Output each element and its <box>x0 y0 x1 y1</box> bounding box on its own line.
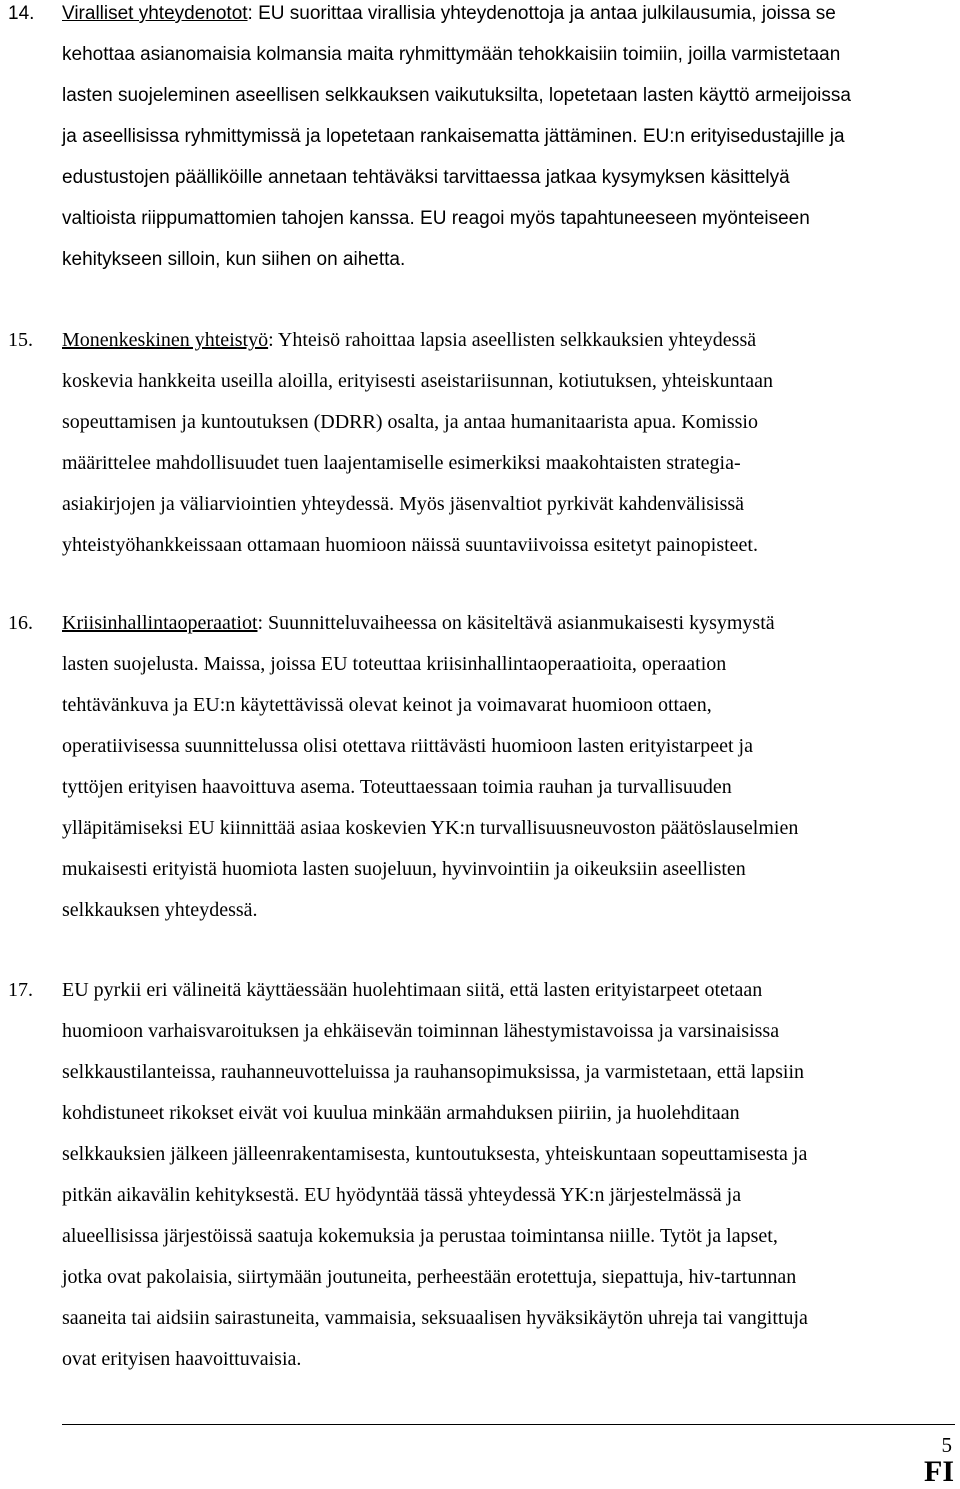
paragraph-line: selkkauksien jälkeen jälleenrakentamisesta, kuntoutuksesta, yhteiskuntaan sopeuttamisesta ja <box>62 1143 808 1165</box>
language-code: FI <box>924 1455 954 1488</box>
paragraph-line: sopeuttamisen ja kuntoutuksen (DDRR) osalta, ja antaa humanitaarista apua. Komissio <box>62 411 758 433</box>
paragraph-line: koskevia hankkeita useilla aloilla, erityisesti aseistariisunnan, kotiutuksen, yhteiskuntaan <box>62 370 773 392</box>
paragraph-line-text: : Yhteisö rahoittaa lapsia aseellisten selkkauksien yhteydessä <box>268 329 757 351</box>
paragraph-body <box>62 0 950 280</box>
page-number: 5 <box>941 1433 952 1457</box>
paragraph-line: kehottaa asianomaisia kolmansia maita ryhmitty​mään tehokkaisiin toimiin, joilla varmistetaan <box>62 44 841 65</box>
paragraph-heading: Kriisinhallintaoperaatiot <box>62 612 258 634</box>
paragraph-line-text: : EU suorittaa virallisia yhteydenottoja ja antaa julkilausumia, joissa se <box>247 3 836 24</box>
paragraph-body <box>62 320 950 566</box>
paragraph-number: 16. <box>8 612 33 634</box>
paragraph-line: ylläpitämiseksi EU kiinnittää asiaa koskevien YK:n turvallisuusneuvoston päätöslauselmien <box>62 817 799 839</box>
paragraph-line: alueellisissa järjestöissä saatuja kokemuksia ja perustaa toimintansa niille. Tytöt ja lapset, <box>62 1225 778 1247</box>
paragraph-heading: Viralliset yhteydenotot <box>62 3 248 24</box>
paragraph-line: valtioista riippumattomien tahojen kanssa. EU reagoi myös tapahtuneeseen myönteiseen <box>62 208 810 229</box>
paragraph-line: lasten suojeleminen aseellisen selkkauksen vaikutuksilta, lopetetaan lasten käyttö armeijoissa <box>62 85 851 106</box>
paragraph-line: ovat erityisen haavoittuvaisia. <box>62 1348 302 1370</box>
paragraph-line: saaneita tai aidsiin sairastuneita, vammaisia, seksuaalisen hyväksikäytön uhreja tai vangittuja <box>62 1307 808 1329</box>
paragraph-body <box>62 603 950 931</box>
paragraph-line-text: : Suunnitteluvaiheessa on käsiteltävä asianmukaisesti kysymystä <box>257 612 775 634</box>
paragraph-line: selkkauksen yhteydessä. <box>62 899 258 921</box>
paragraph-line: edustustojen päälliköille annetaan tehtäväksi tarvittaessa jatkaa kysymyksen käsittelyä <box>62 167 790 188</box>
paragraph-line <box>62 0 950 34</box>
paragraph-heading: Monenkeskinen yhteistyö <box>62 329 269 351</box>
paragraph-line: asiakirjojen ja väliarviointien yhteydessä. Myös jäsenvaltiot pyrkivät kahdenvälisissä <box>62 493 745 515</box>
paragraph-line: yhteistyöhankkeissaan ottamaan huomioon näissä suuntaviivoissa esitetyt painopisteet. <box>62 534 758 556</box>
paragraph-line: kehitykseen silloin, kun siihen on aihetta. <box>62 249 406 270</box>
paragraph-body <box>62 970 950 1380</box>
paragraph-number: 17. <box>8 979 33 1001</box>
paragraph-line <box>62 320 950 361</box>
paragraph-line: tyttöjen erityisen haavoittuva asema. Toteuttaessaan toimia rauhan ja turvallisuuden <box>62 776 732 798</box>
paragraph-number: 14. <box>8 3 35 24</box>
paragraph-line: pitkän aikavälin kehityksestä. EU hyödyntää tässä yhteydessä YK:n järjestelmässä ja <box>62 1184 742 1206</box>
paragraph-line <box>62 603 950 644</box>
footer-divider <box>62 1424 955 1425</box>
paragraph-line: kohdistuneet rikokset eivät voi kuulua minkään armahduksen piiriin, ja huolehditaan <box>62 1102 740 1124</box>
paragraph-line: mukaisesti erityistä huomiota lasten suojeluun, hyvinvointiin ja oikeuksiin aseellisten <box>62 858 746 880</box>
paragraph-line: operatiivisessa suunnittelussa olisi otettava riittävästi huomioon lasten erityistarpeet ja <box>62 735 753 757</box>
paragraph-line: määrittelee mahdollisuudet tuen laajentamiselle esimerkiksi maakohtaisten strategia- <box>62 452 741 474</box>
paragraph-line: EU pyrkii eri välineitä käyttäessään huolehtimaan siitä, että lasten erityistarpeet otetaan <box>62 979 763 1001</box>
paragraph-number: 15. <box>8 329 33 351</box>
paragraph-line: tehtävänkuva ja EU:n käytettävissä olevat keinot ja voimavarat huomioon ottaen, <box>62 694 712 716</box>
paragraph-line: jotka ovat pakolaisia, siirtymään joutuneita, perheestään erotettuja, siepattuja, hiv-tartunnan <box>62 1266 797 1288</box>
paragraph-line: ja aseellisissa ryhmittymissä ja lopetetaan rankaisematta jättäminen. EU:n erityisedustajille ja <box>62 126 845 147</box>
paragraph-line: selkkaustilanteissa, rauhanneuvotteluissa ja rauhansopimuksissa, ja varmistetaan, että lapsiin <box>62 1061 805 1083</box>
paragraph-line: huomioon varhaisvaroituksen ja ehkäisevän toiminnan lähestymistavoissa ja varsinaisissa <box>62 1020 780 1042</box>
paragraph-line: lasten suojelusta. Maissa, joissa EU toteuttaa kriisinhallintaoperaatioita, operaation <box>62 653 727 675</box>
